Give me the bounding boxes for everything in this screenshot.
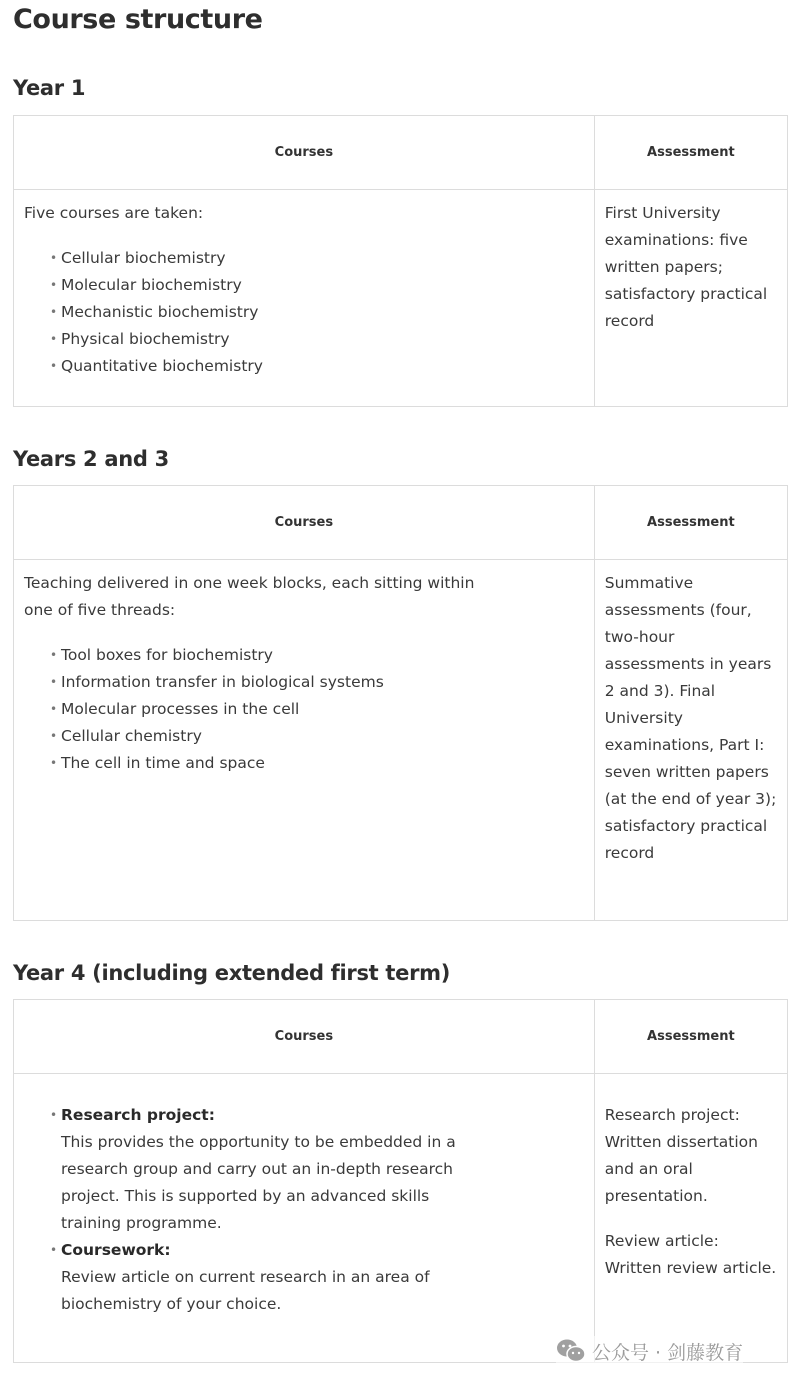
assessment-text: Research project: Written dissertation and an oral presentation. <box>604 1106 758 1205</box>
section-title-year-1: Year 1 <box>13 76 86 100</box>
courses-header: Courses <box>14 1000 595 1074</box>
bullet-icon: • <box>50 278 58 292</box>
assessment-cell <box>594 560 787 921</box>
course-list <box>24 245 584 380</box>
assessment-text: Summative assessments (four, two-hour assessments in years 2 and 3). Final University examinations, Part I: seven written papers (at the end of year 3); satisfactory practical record <box>604 574 777 862</box>
list-item: • Tool boxes for biochemistry <box>61 642 584 669</box>
bullet-icon: • <box>50 648 58 662</box>
assessment-header: Assessment <box>594 486 787 560</box>
assessment-text: First University examinations: five written papers; satisfactory practical record <box>604 204 768 330</box>
year-1-table <box>13 115 788 407</box>
bullet-icon: • <box>50 702 58 716</box>
table-header-row <box>14 486 788 560</box>
courses-intro: Five courses are taken: <box>24 204 204 222</box>
year-4-list <box>24 1102 461 1318</box>
list-item: • Mechanistic biochemistry <box>61 299 584 326</box>
bullet-icon: • <box>50 756 58 770</box>
page-title: Course structure <box>13 4 263 35</box>
assessment-text: Review article: Written review article. <box>604 1232 777 1277</box>
list-item: • Molecular processes in the cell <box>61 696 584 723</box>
courses-cell <box>14 1074 595 1363</box>
list-item: • Cellular biochemistry <box>61 245 584 272</box>
list-item: • Information transfer in biological systems <box>61 669 584 696</box>
list-item: • Physical biochemistry <box>61 326 584 353</box>
assessment-cell <box>594 190 787 407</box>
section-title-years-2-3: Years 2 and 3 <box>13 447 169 471</box>
courses-cell <box>14 560 595 921</box>
item-heading: Coursework: <box>61 1241 171 1259</box>
list-item: • Cellular chemistry <box>61 723 584 750</box>
watermark <box>556 1336 743 1366</box>
list-item <box>50 1237 461 1318</box>
table-header-row <box>14 116 788 190</box>
years-2-3-table <box>13 485 788 921</box>
courses-header: Courses <box>14 116 595 190</box>
courses-header: Courses <box>14 486 595 560</box>
wechat-icon <box>556 1338 586 1364</box>
list-item: • The cell in time and space <box>61 750 584 777</box>
table-row <box>14 190 788 407</box>
watermark-text: 公众号 · 剑藤教育 <box>592 1341 744 1364</box>
section-title-year-4: Year 4 (including extended first term) <box>13 961 451 985</box>
item-heading: Research project: <box>61 1106 215 1124</box>
assessment-cell <box>594 1074 787 1363</box>
item-description: This provides the opportunity to be embedded in a research group and carry out an in-depth research project. This is supported by an advanced skills training programme. <box>61 1133 456 1232</box>
bullet-icon: • <box>50 305 58 319</box>
bullet-icon: • <box>50 1243 58 1257</box>
table-row <box>14 1074 788 1363</box>
table-row <box>14 560 788 921</box>
bullet-icon: • <box>50 729 58 743</box>
assessment-header: Assessment <box>594 116 787 190</box>
list-item: • Molecular biochemistry <box>61 272 584 299</box>
courses-intro: Teaching delivered in one week blocks, each sitting within one of five threads: <box>24 574 475 619</box>
list-item <box>50 1102 461 1237</box>
list-item: • Quantitative biochemistry <box>61 353 584 380</box>
bullet-icon: • <box>50 332 58 346</box>
bullet-icon: • <box>50 1108 58 1122</box>
courses-cell <box>14 190 595 407</box>
assessment-header: Assessment <box>594 1000 787 1074</box>
year-4-table <box>13 999 788 1363</box>
thread-list <box>24 642 584 777</box>
item-description: Review article on current research in an area of biochemistry of your choice. <box>61 1268 430 1313</box>
bullet-icon: • <box>50 359 58 373</box>
bullet-icon: • <box>50 675 58 689</box>
table-header-row <box>14 1000 788 1074</box>
bullet-icon: • <box>50 251 58 265</box>
